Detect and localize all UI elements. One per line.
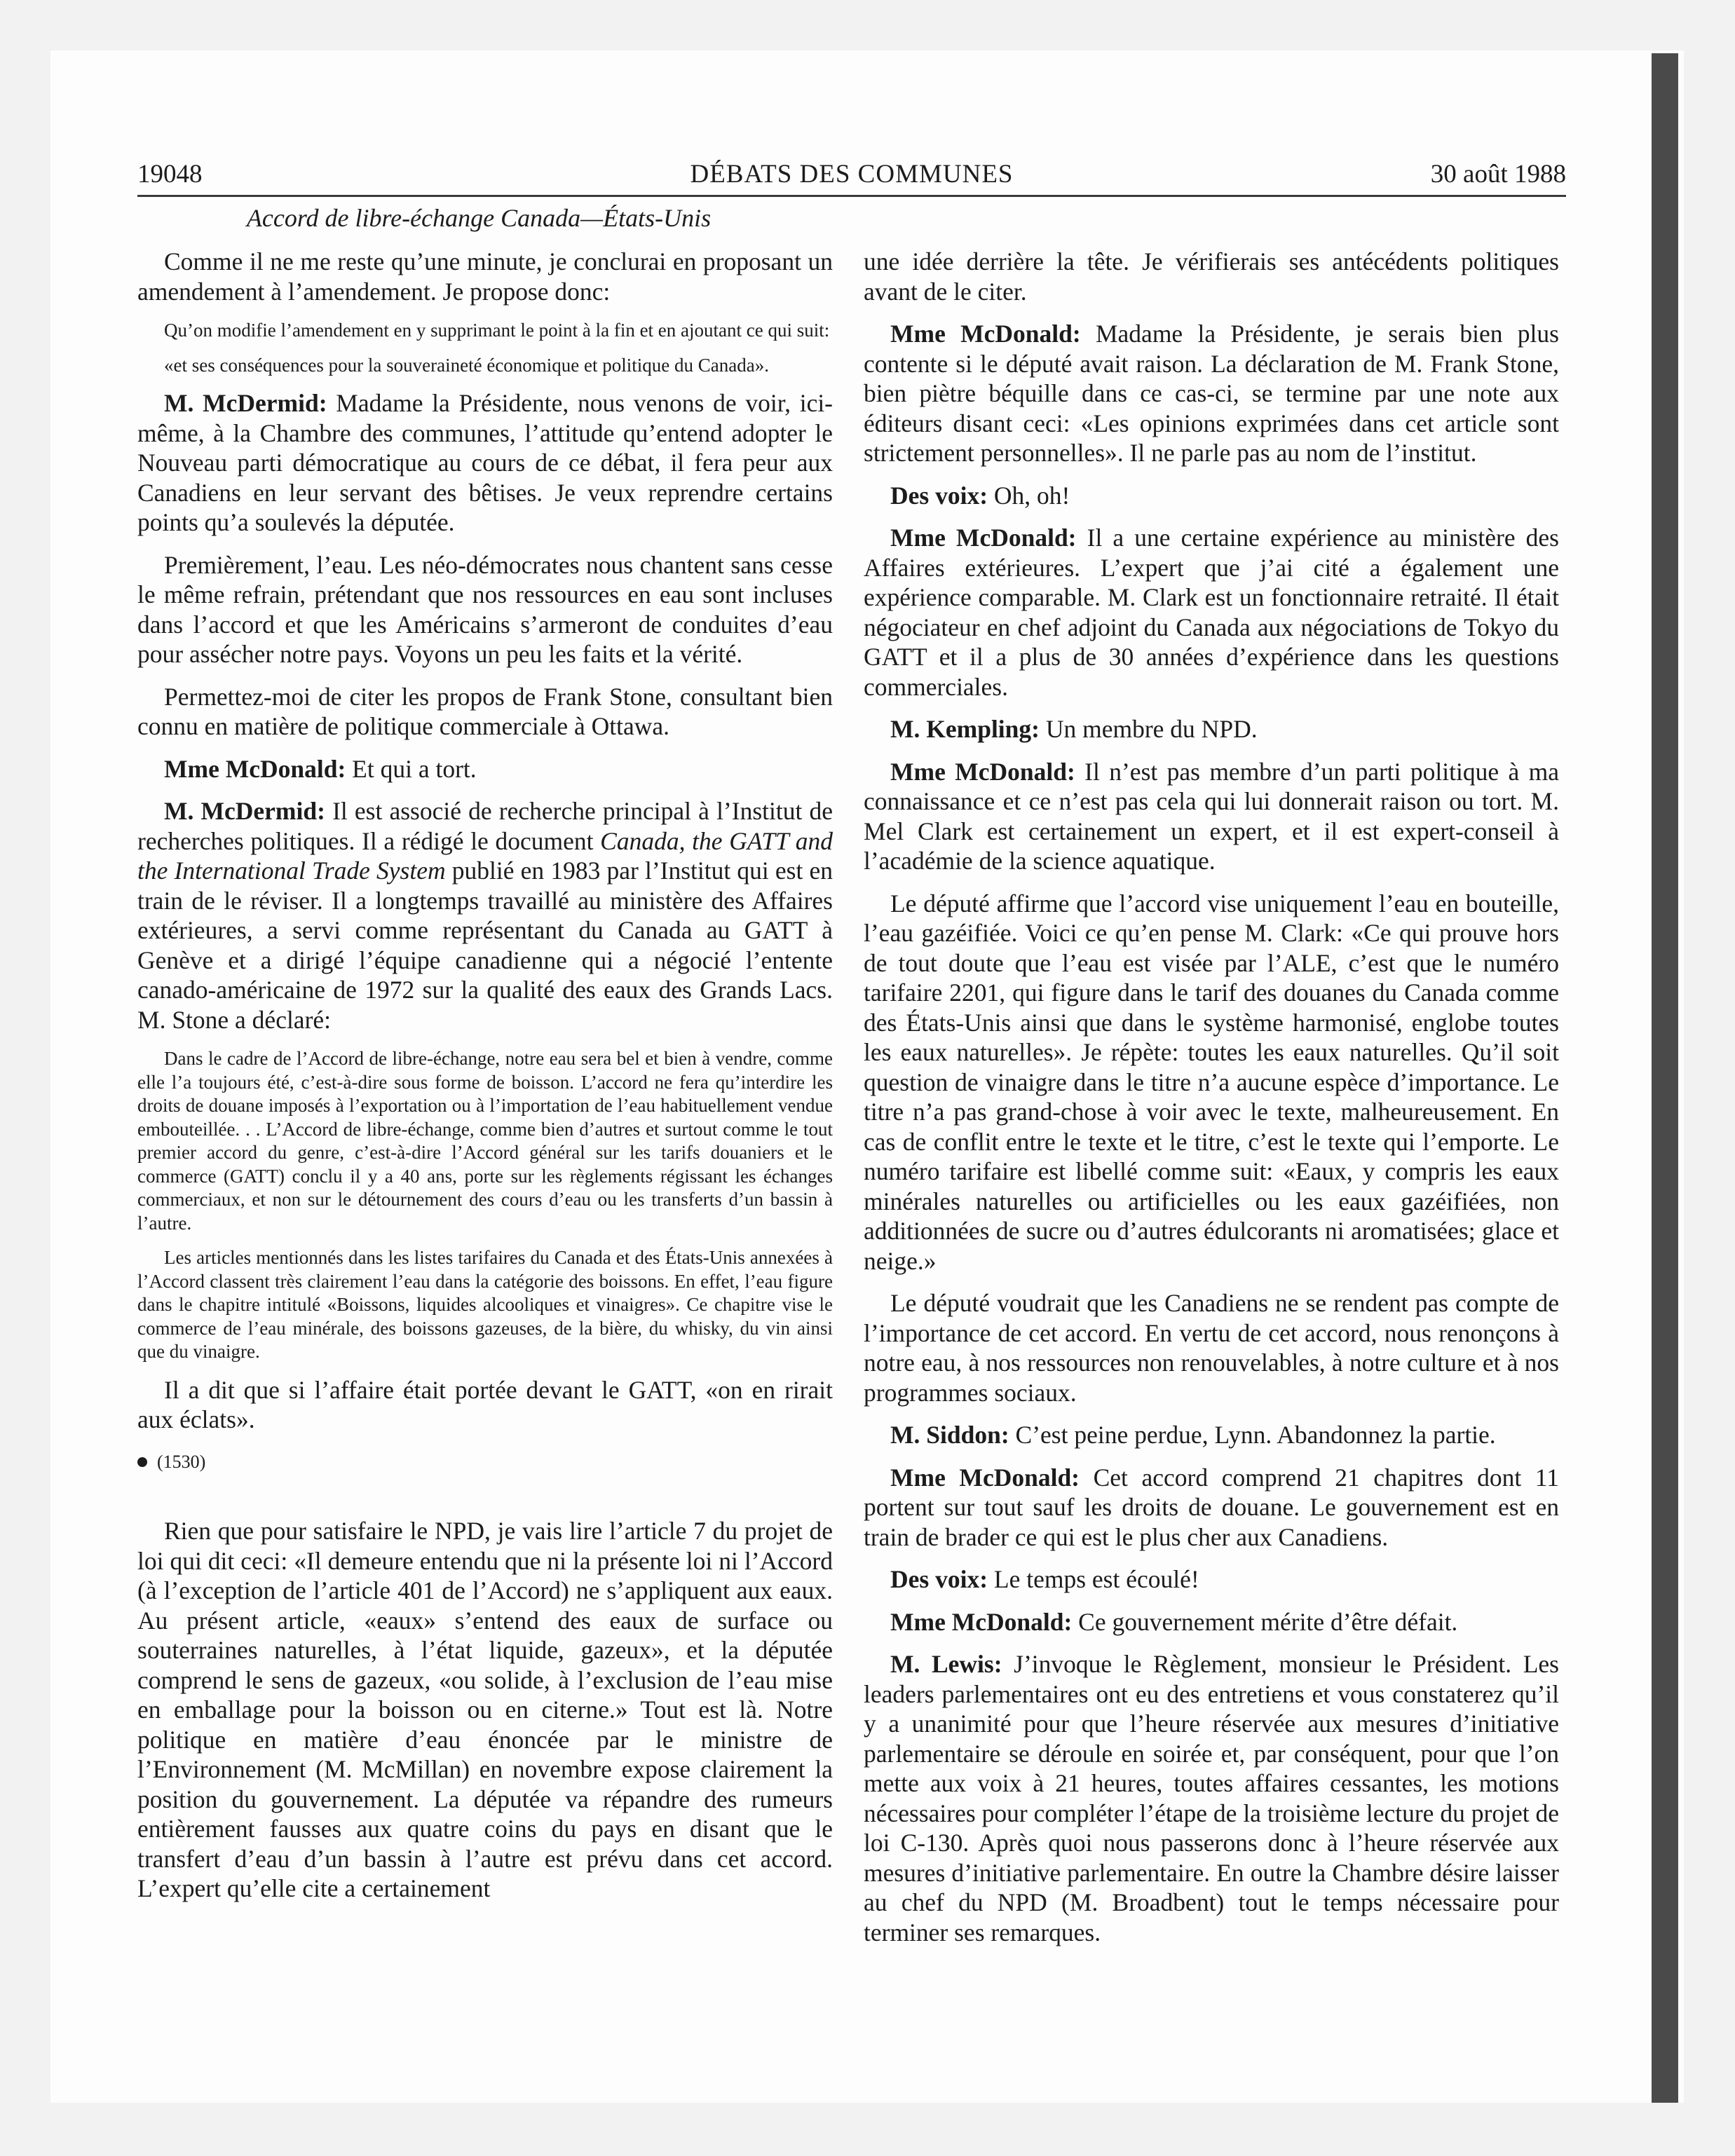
issue-date: 30 août 1988 [1430,160,1566,189]
left-column [137,247,833,1916]
speaker-name: M. Lewis: [890,1650,1002,1678]
time-marker [137,1447,833,1478]
speech-text: Et qui a tort. [346,754,477,783]
speech-text: Oh, oh! [988,481,1070,510]
paragraph: Premièrement, l’eau. Les néo-démocrates nous chantent sans cesse le même refrain, prétendant que nos ressources en eau sont incluses dans l’accord et que les Américains s’armeront de conduites d’eau pour assécher notre pays. Voyons un peu les faits et la vérité. [137,550,833,668]
speaker-name: M. Kempling: [890,715,1040,743]
block-quote: Dans le cadre de l’Accord de libre-échange, notre eau sera bel et bien à vendre, comme elle l’a toujours été, c’est-à-dire sous forme de boisson. L’accord ne fera qu’interdire les droits de douane imposés à l’exportation ou à l’importation de l’eau habituellement vendue embouteillée. . . L’Accord de libre-échange, comme bien d’autres et surtout comme le tout premier accord du genre, c’est-à-dire l’Accord général sur les tarifs douaniers et le commerce (GATT) conclu il y a 40 ans, porte sur les règlements régissant les échanges commerciaux, et non sur le détournement des cours d’eau ou les transferts d’un bassin à l’autre. [137,1048,833,1234]
speech-text: Un membre du NPD. [1039,715,1258,743]
speech-text: Ce gouvernement mérite d’être défait. [1072,1607,1458,1636]
speech-paragraph [137,388,833,538]
speech-paragraph [864,1420,1559,1450]
speech-text: publié en 1983 par l’Institut qui est en train de le réviser. Il a longtemps travaillé au ministère des Affaires extérieures, a servi comme représentant du Canada au GATT à Genève et a dirigé l’équipe canadienne qui a négocié l’entente canado-américaine de 1972 sur la qualité des eaux des Grands Lacs. M. Stone a déclaré: [137,857,833,1034]
bullet-dot-icon [137,1457,147,1467]
publication-title: DÉBATS DES COMMUNES [690,160,1014,189]
speech-paragraph [864,481,1559,511]
speech-paragraph [864,1564,1559,1595]
speech-paragraph [137,754,833,784]
time-marker-text: (1530) [157,1451,206,1472]
paragraph: Rien que pour satisfaire le NPD, je vais lire l’article 7 du projet de loi qui dit ceci: «Il demeure entendu que ni la présente loi ni l’Accord (à l’exception de l’article 401 de l’Accord) ne s’appliquent aux eaux. Au présent article, «eaux» s’entend des eaux de surface ou souterraines naturelles, à l’état liquide, gazeux», et la députée comprend le sens de gazeux, «ou solide, à l’exclusion de l’eau mise en emballage pour la boisson ou en citerne.» Tout est là. Notre politique en matière d’eau énoncée par le ministre de l’Environnement (M. McMillan) en novembre expose clairement la position du gouvernement. La députée va répandre des rumeurs entièrement fausses aux quatre coins du pays en disant que le transfert d’eau d’un bassin à l’autre est prévu dans cet accord. L’expert qu’elle cite a certainement [137,1517,833,1902]
speech-text: Cet accord comprend 21 chapitres dont 11 portent sur tout sauf les droits de douane. Le gouvernement est en train de brader ce qui est le plus cher aux Canadiens. [864,1463,1559,1551]
paragraph: Il a dit que si l’affaire était portée devant le GATT, «on en rirait aux éclats». [137,1375,833,1433]
speech-text: Il a une certaine expérience au ministère des Affaires extérieures. L’expert que j’ai cité a également une expérience comparable. M. Clark est un fonctionnaire retraité. Il était négociateur en chef adjoint du Canada aux négociations de Tokyo du GATT et il a plus de 30 années d’expérience dans les questions commerciales. [864,524,1559,701]
speech-text: J’invoque le Règlement, monsieur le Président. Les leaders parlementaires ont eu des entretiens et vous constaterez qu’il y a unanimité pour que l’heure réservée aux mesures d’initiative parlementaire se déroule en soirée et, par conséquent, pour que l’on mette aux voix à 21 heures, toutes affaires cessantes, les motions nécessaires pour compléter l’étape de la troisième lecture du projet de loi C-130. Après quoi nous passerons donc à l’heure réservée aux mesures d’initiative parlementaire. En outre la Chambre désire laisser au chef du NPD (M. Broadbent) tout le temps nécessaire pour terminer ses remarques. [864,1650,1559,1946]
speaker-name: Des voix: [890,481,988,510]
speech-text: Le temps est écoulé! [988,1565,1199,1593]
speech-text: Madame la Présidente, nous venons de voir, ici-même, à la Chambre des communes, l’attitude qu’entend adopter le Nouveau parti démocratique au cours de ce débat, il fera peur aux Canadiens en leur servant des bêtises. Je veux reprendre certains points qu’a soulevés la députée. [137,389,834,536]
speaker-name: Mme McDonald: [890,1463,1080,1492]
subject-heading: Accord de libre-échange Canada—États-Unis [246,204,712,232]
running-header [137,156,1566,197]
scan-edge-bar [1652,53,1678,2103]
speaker-name: Mme McDonald: [890,320,1081,348]
speaker-name: Des voix: [890,1565,988,1593]
speech-paragraph [137,796,833,1035]
motion-quote: Qu’on modifie l’amendement en y supprimant le point à la fin et en ajoutant ce qui suit: [164,320,830,341]
speech-paragraph [864,1649,1559,1947]
speaker-name: Mme McDonald: [890,1607,1073,1636]
document-title: Canada, the GATT and the International Trade System [137,826,833,885]
block-quote: Les articles mentionnés dans les listes tarifaires du Canada et des États-Unis annexées à l’Accord classent très clairement l’eau dans la catégorie des boissons. En effet, l’eau figure dans le chapitre intitulé «Boissons, liquides alcooliques et vinaigres». Ce chapitre vise le commerce de l’eau minérale, des boissons gazeuses, de la bière, du whisky, du vin ainsi que du vinaigre. [137,1247,833,1362]
speech-paragraph [864,319,1559,468]
motion-quote: «et ses conséquences pour la souveraineté économique et politique du Canada». [164,354,769,376]
speaker-name: M. McDermid: [164,797,325,825]
paragraph: Le député affirme que l’accord vise uniquement l’eau en bouteille, l’eau gazéifiée. Voici ce qu’en pense M. Clark: «Ce qui prouve hors de tout doute que l’eau est visée par l’ALE, c’est que le numéro tarifaire 2201, qui figure dans le tarif des douanes du Canada comme des États-Unis ainsi que dans le système harmonisé, englobe toutes les eaux naturelles». Je répète: toutes les eaux naturelles. Qu’il soit question de vinaigre dans le titre n’a aucune espèce d’importance. Le titre n’a pas grand-chose à voir avec le texte, malheureusement. En cas de conflit entre le texte et le titre, c’est le texte qui l’emporte. Le numéro tarifaire est libellé comme suit: «Eaux, y compris les eaux minérales naturelles ou artificielles ou les eaux gazéifiées, non additionnées de sucre ou d’autres édulcorants ni aromatisées; glace et neige.» [864,889,1559,1275]
speech-text: Madame la Présidente, je serais bien plus contente si le député avait raison. La déclaration de M. Frank Stone, bien piètre béquille dans ce cas-ci, se termine par une note aux éditeurs disant ceci: «Les opinions exprimées dans cet article sont strictement personnelles». Il ne parle pas au nom de l’institut. [864,320,1559,467]
paragraph: une idée derrière la tête. Je vérifierais ses antécédents politiques avant de le citer. [864,247,1559,306]
paragraph: Comme il ne me reste qu’une minute, je conclurai en proposant un amendement à l’amendement. Je propose donc: [137,247,833,306]
speech-paragraph [864,1607,1559,1637]
speaker-name: M. Siddon: [890,1421,1009,1449]
speech-text: C’est peine perdue, Lynn. Abandonnez la partie. [1009,1421,1496,1449]
speech-paragraph [864,1463,1559,1553]
speech-text: Il n’est pas membre d’un parti politique à ma connaissance et ce n’est pas cela qui lui donnerait raison ou tort. M. Mel Clark est certainement un expert, et il est expert-conseil à l’académie de la science aquatique. [864,757,1559,875]
speech-paragraph [864,714,1559,744]
paragraph: Le député voudrait que les Canadiens ne se rendent pas compte de l’importance de cet accord. En vertu de cet accord, nous renonçons à notre eau, à nos ressources non renouvelables, à notre culture et à nos programmes sociaux. [864,1289,1559,1407]
speaker-name: M. McDermid: [164,389,327,417]
right-column [864,247,1559,1960]
page-number: 19048 [137,160,203,189]
speaker-name: Mme McDonald: [164,754,346,783]
speaker-name: Mme McDonald: [890,757,1075,786]
speech-text: Il est associé de recherche principal à l’Institut de recherches politiques. Il a rédigé le document [137,797,833,855]
speech-paragraph [864,523,1559,702]
paragraph: Permettez-moi de citer les propos de Frank Stone, consultant bien connu en matière de politique commerciale à Ottawa. [137,682,833,740]
speech-paragraph [864,757,1559,876]
speaker-name: Mme McDonald: [890,524,1077,552]
